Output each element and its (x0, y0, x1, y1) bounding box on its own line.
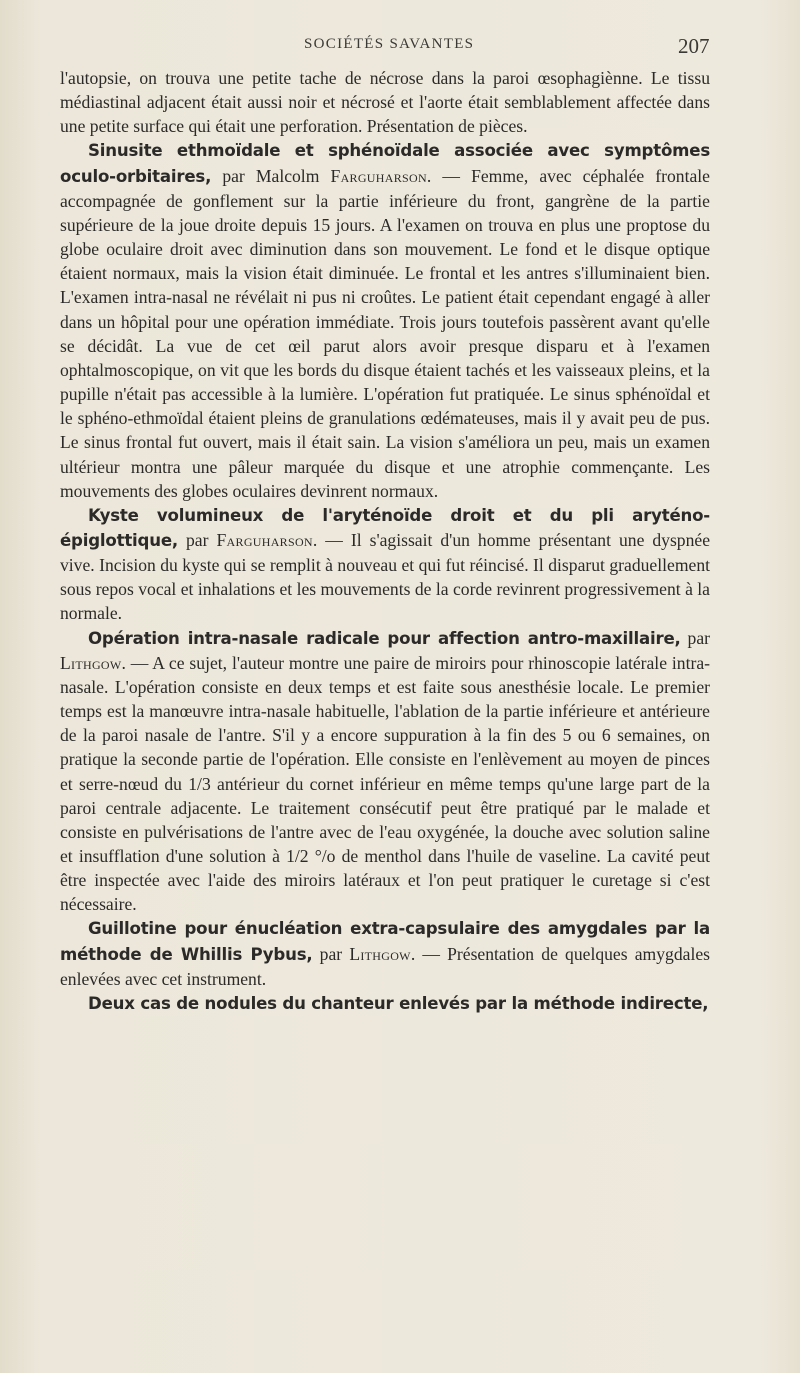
page-header (0, 34, 800, 60)
entry-guillotine (60, 916, 710, 990)
entry-by: par (319, 943, 343, 964)
entry-text: . — A ce sujet, l'auteur montre une paire de miroirs pour rhinoscopie latérale intra-nasale. L'opération consiste en deux temps et est faite sous anesthésie locale. Le premier temps est la manœuvre intra-nasale habituelle, l'ablation de la partie inférieure et antérieure de la paroi nasale de l'antre. S'il y a encore suppuration à la fin des 5 ou 6 semaines, on pratique la seconde partie de l'opération. Elle consiste en l'enlèvement au moyen de pinces et serre-nœud du 1/3 antérieur du cornet inférieur en même temps qu'une large part de la paroi centrale adjacente. Le traitement consécutif peut être pratiqué par le malade et consiste en pulvérisations de l'antre avec de l'eau oxygénée, la douche avec solution saline et insufflation d'une solution à 1/2 °/o de menthol dans l'huile de vaseline. La cavité peut être inspectée avec l'aide des miroirs latéraux et l'on peut pratiquer le curetage si c'est nécessaire. (60, 652, 710, 915)
entry-by: par Malcolm (222, 165, 320, 186)
entry-author: Farguharson (216, 529, 313, 550)
entry-title: Deux cas de nodules du chanteur enlevés par la méthode indirecte, (88, 993, 709, 1013)
page-number: 207 (678, 34, 710, 58)
entry-nodules (60, 991, 710, 1016)
entry-sinusite (60, 138, 710, 502)
entry-author: Lithgow (349, 943, 411, 964)
entry-by: par (687, 627, 710, 648)
article-body (60, 66, 710, 1016)
entry-title: Kyste volumineux de l'aryténoïde droit et du pli aryténo-épiglottique, (60, 505, 710, 550)
running-head: SOCIÉTÉS SAVANTES (304, 36, 475, 52)
entry-text: . — Femme, avec céphalée frontale accompagnée de gonflement sur la partie inférieure du front, gangrène de la partie supérieure de la joue droite depuis 15 jours. A l'examen on trouva en plus une proptose du globe oculaire droit avec diminution dans son mouvement. Le fond et le disque optique étaient normaux, mais la vision était diminuée. Le frontal et les antres s'illuminaient bien. L'examen intra-nasal ne révélait ni pus ni croûtes. Le patient était cependant engagé à aller dans un hôpital pour une opération immédiate. Trois jours toutefois passèrent avant qu'elle se décidât. La vue de cet œil parut alors avoir presque disparu et à l'examen ophtalmoscopique, on vit que les bords du disque étaient tachés et les vaisseaux pleins, et la pupille n'était pas accessible à la lumière. L'opération fut pratiquée. Le sinus sphénoïdal et le sphéno-ethmoïdal étaient pleins de granulations œdémateuses, mais il y avait peu de pus. Le sinus frontal fut ouvert, mais il était sain. La vision s'améliora un peu, mais un examen ultérieur montra une pâleur marquée du disque et une atrophie commençante. Les mouvements des globes oculaires devinrent normaux. (60, 165, 710, 501)
entry-title: Opération intra-nasale radicale pour affection antro-maxillaire, (88, 628, 681, 648)
entry-text: . — Il s'agissait d'un homme présentant une dyspnée vive. Incision du kyste qui se remplit à nouveau et qui fut réincisé. Il disparut graduellement sous repos vocal et inhalations et les mouvements de la corde revinrent progressivement à la normale. (60, 529, 711, 624)
entry-by: par (186, 529, 209, 550)
entry-title: Sinusite ethmoïdale et sphénoïdale associée avec symptômes oculo-orbitaires, (60, 141, 710, 186)
entry-author: Lithgow (60, 652, 122, 673)
entry-operation (60, 626, 710, 917)
entry-text: . — Présentation de quelques amygdales enlevées avec cet instrument. (60, 943, 710, 989)
paragraph-continuation: l'autopsie, on trouva une petite tache de nécrose dans la paroi œsophagiènne. Le tissu médiastinal adjacent était aussi noir et nécrosé et l'aorte était semblablement affectée dans une petite surface qui était une perforation. Présentation de pièces. (60, 68, 710, 137)
entry-kyste (60, 503, 710, 626)
entry-title: Guillotine pour énucléation extra-capsulaire des amygdales par la méthode de Whillis Pybus, (60, 919, 710, 964)
entry-author: Farguharson (330, 165, 427, 186)
